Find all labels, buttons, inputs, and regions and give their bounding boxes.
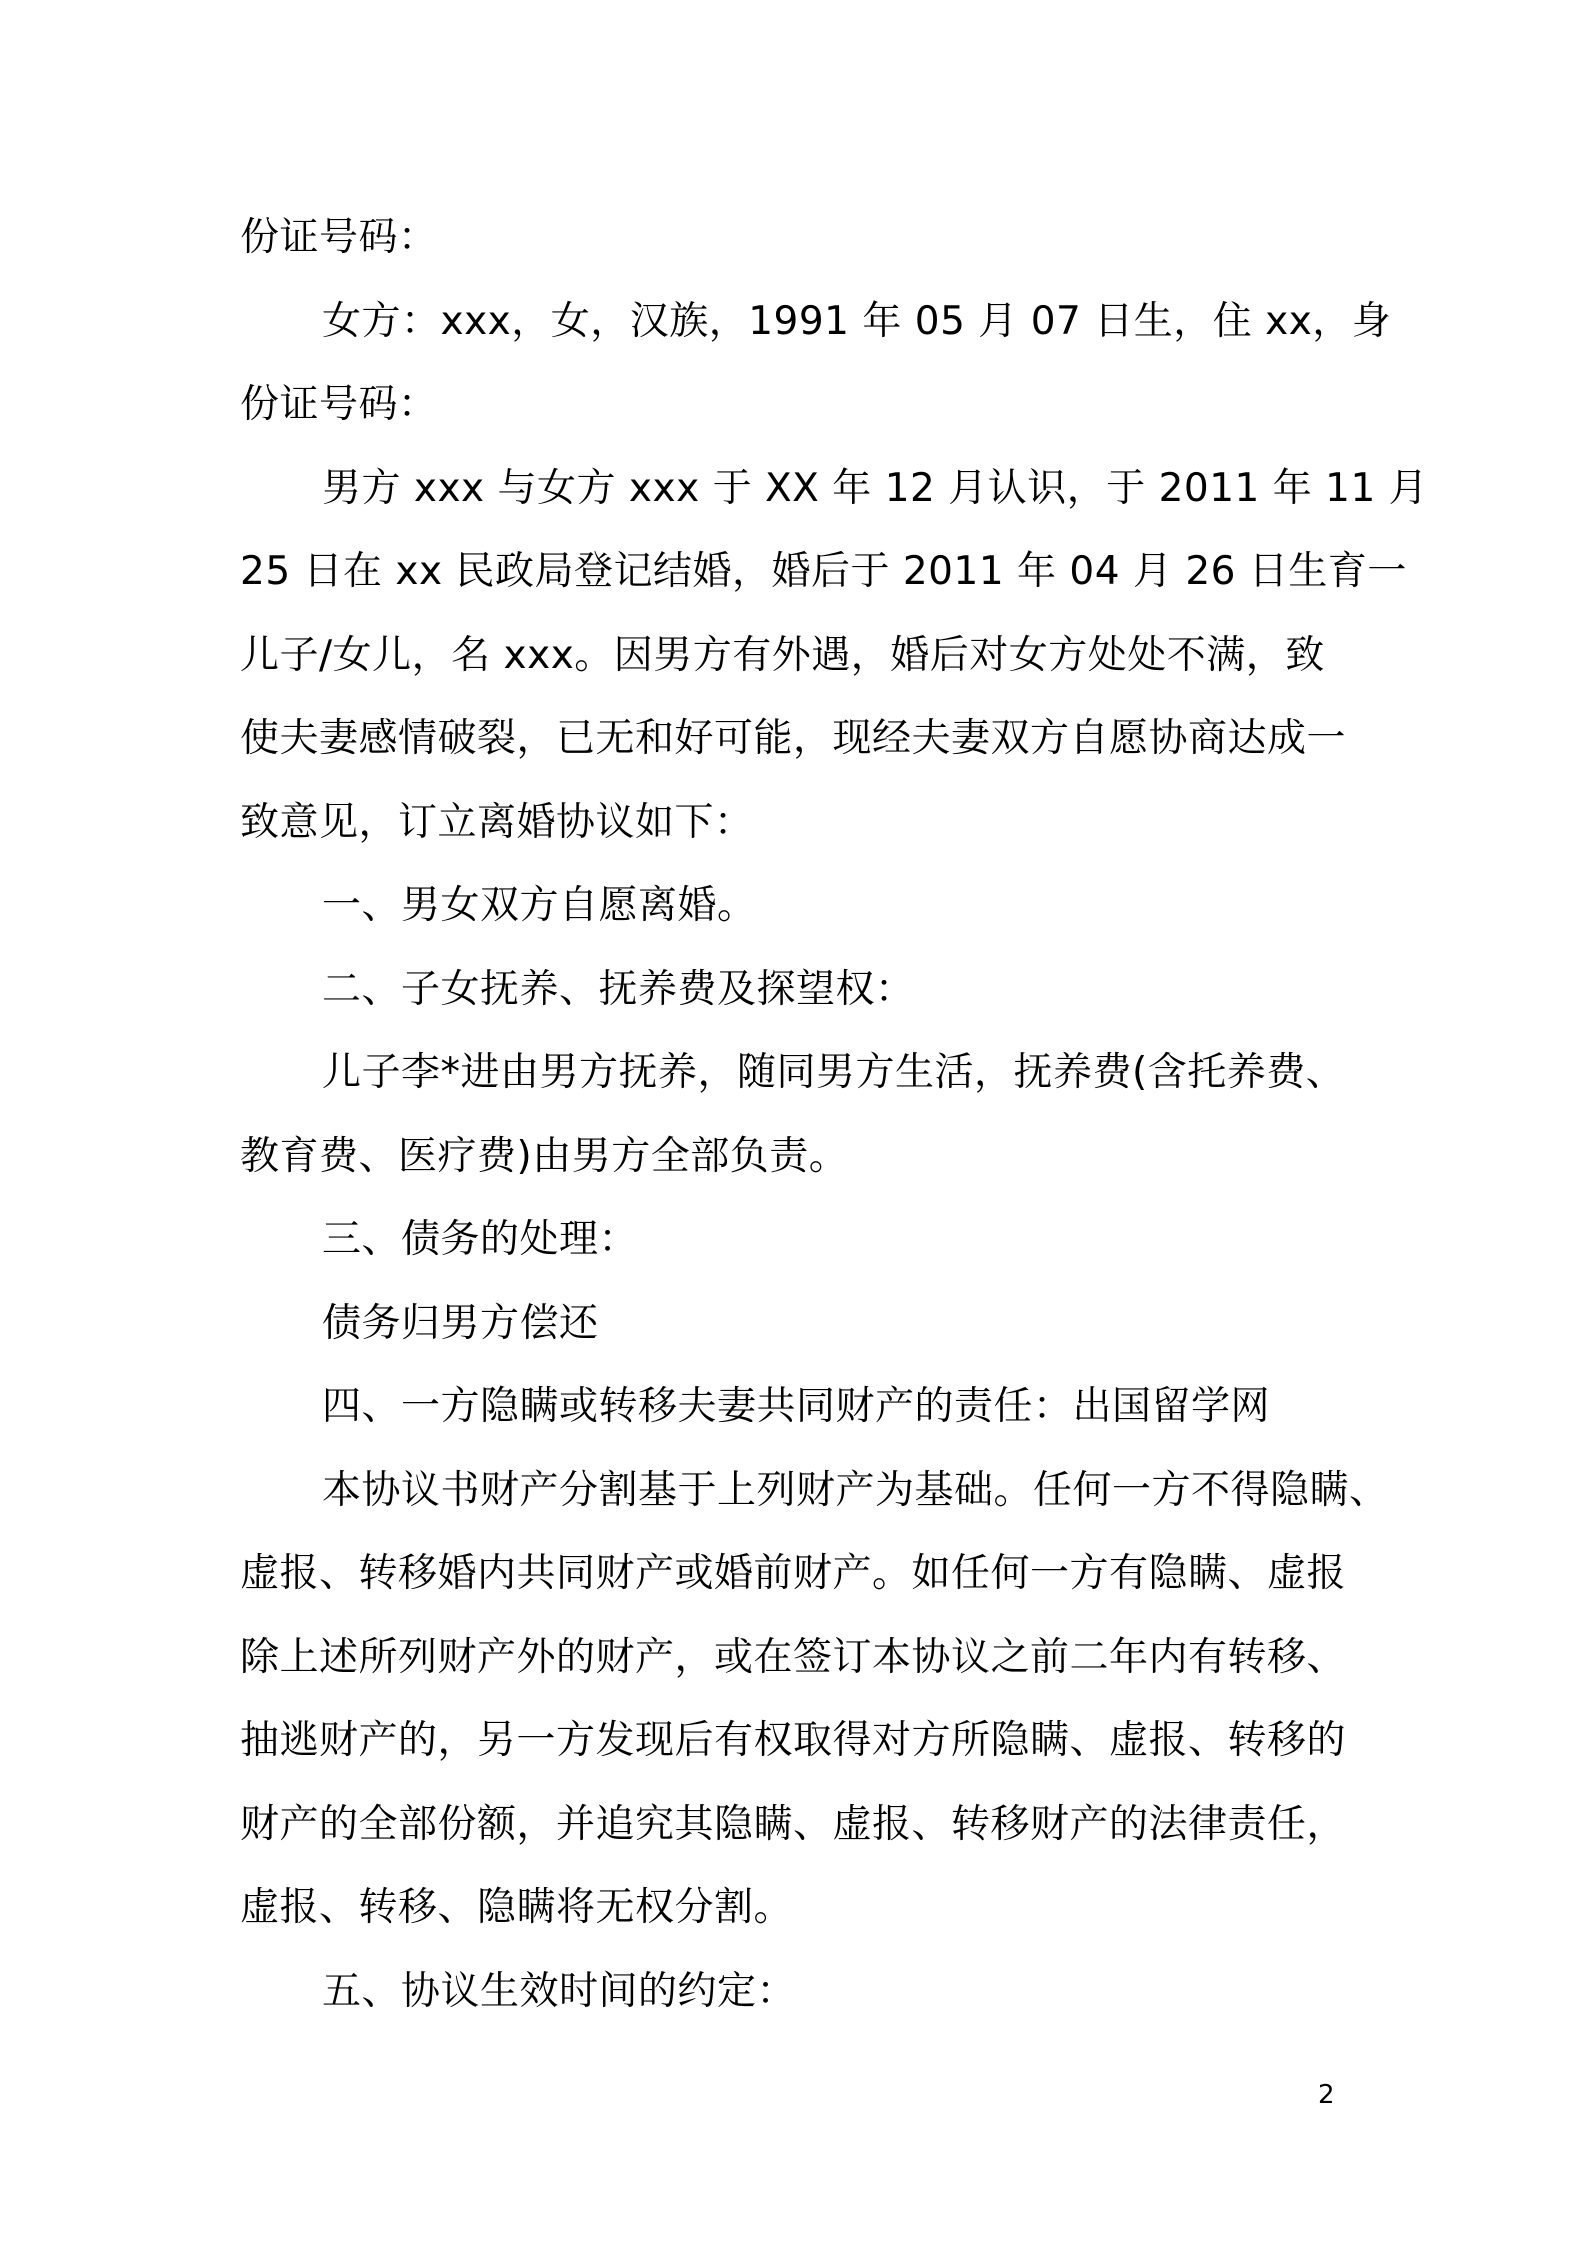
text-line: 致意见，订立离婚协议如下： (240, 799, 754, 845)
text-line: 儿子李*进由男方抚养，随同男方生活，抚养费(含托养费、 (322, 1050, 1346, 1095)
text-line: 本协议书财产分割基于上列财产为基础。任何一方不得隐瞒、 (322, 1467, 1389, 1513)
section-heading: 五、协议生效时间的约定： (322, 1968, 797, 2014)
text-line: 男方 xxx 与女方 xxx 于 XX 年 12 月认识，于 2011 年 11 月 (322, 465, 1429, 511)
text-line: 女方：xxx，女，汉族，1991 年 05 月 07 日生，住 xx，身 (322, 298, 1392, 344)
section-heading: 三、债务的处理： (322, 1217, 639, 1262)
section-heading: 二、子女抚养、抚养费及探望权： (322, 966, 915, 1012)
document-body (240, 196, 1429, 2033)
text-line: 份证号码： (240, 382, 438, 427)
text-line: 教育费、医疗费)由男方全部负责。 (240, 1133, 849, 1179)
text-line: 儿子/女儿，名 xxx。因男方有外遇，婚后对女方处处不满，致 (240, 632, 1325, 678)
text-line: 份证号码： (240, 215, 438, 260)
page-number: 2 (1318, 2080, 1335, 2110)
text-line: 25 日在 xx 民政局登记结婚，婚后于 2011 年 04 月 26 日生育一 (240, 549, 1407, 594)
text-line: 虚报、转移婚内共同财产或婚前财产。如任何一方有隐瞒、虚报 (240, 1551, 1347, 1596)
text-line: 虚报、转移、隐瞒将无权分割。 (240, 1885, 794, 1930)
text-line: 财产的全部份额，并追究其隐瞒、虚报、转移财产的法律责任， (240, 1801, 1347, 1847)
text-line: 债务归男方偿还 (322, 1300, 599, 1346)
text-line: 除上述所列财产外的财产，或在签订本协议之前二年内有转移、 (240, 1634, 1347, 1680)
section-heading: 一、男女双方自愿离婚。 (322, 883, 757, 928)
section-heading: 四、一方隐瞒或转移夫妻共同财产的责任：出国留学网 (322, 1384, 1271, 1429)
text-line: 使夫妻感情破裂，已无和好可能，现经夫妻双方自愿协商达成一 (240, 716, 1347, 761)
text-line: 抽逃财产的，另一方发现后有权取得对方所隐瞒、虚报、转移的 (240, 1718, 1347, 1763)
